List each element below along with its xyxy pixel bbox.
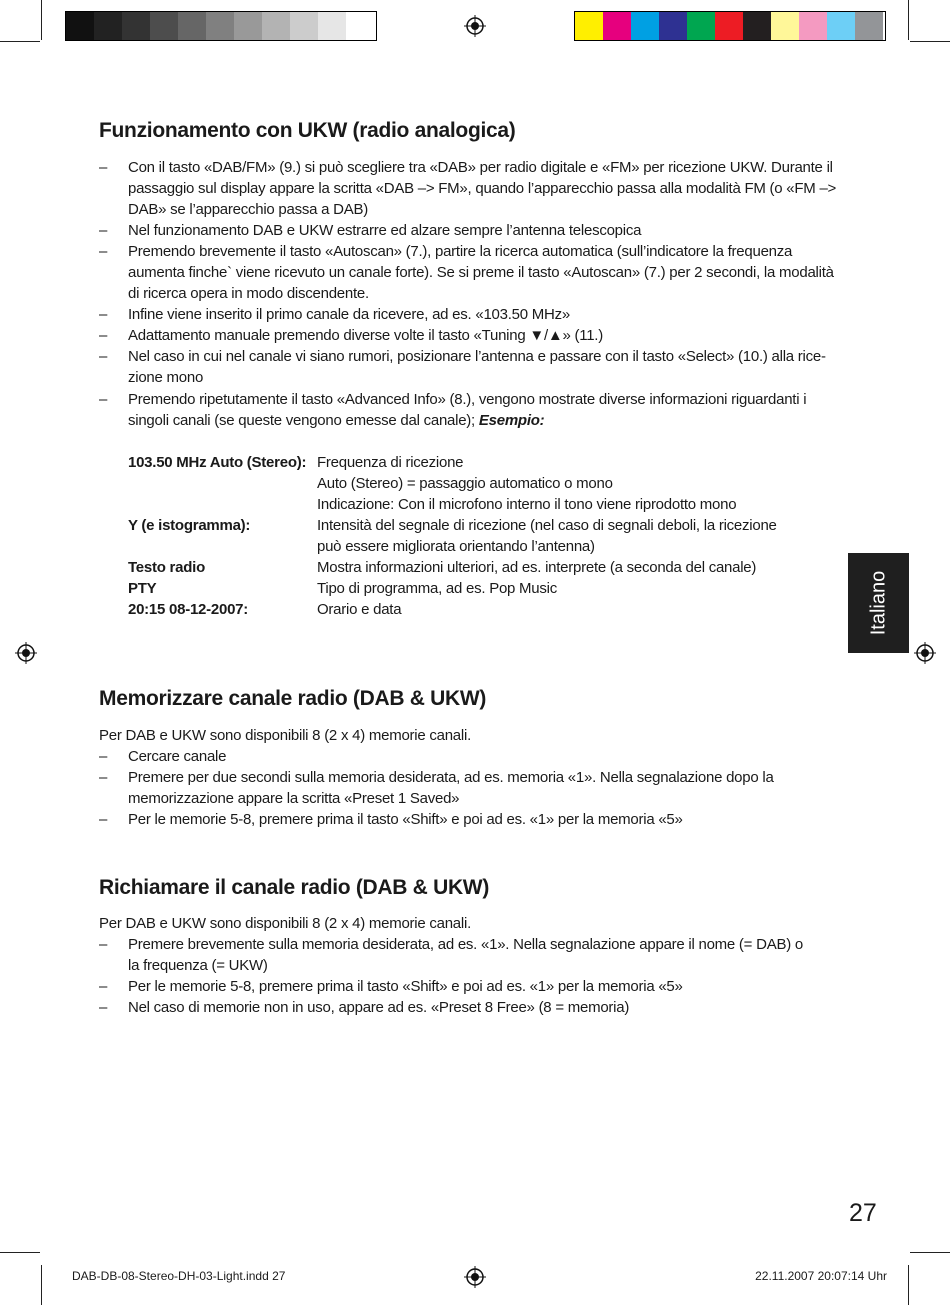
color-swatch xyxy=(631,12,659,40)
table-label: PTY xyxy=(128,580,157,597)
color-swatch xyxy=(687,12,715,40)
paragraph-line: Premere brevemente sulla memoria desiderata, ad es. «1». Nella segnalazione appare il nome (= DAB) o xyxy=(128,936,803,953)
crop-mark xyxy=(41,1265,42,1305)
paragraph-line: passaggio sul display appare la scritta «DAB –> FM», quando l’apparecchio passa alla modalità FM (o «FM –> xyxy=(128,180,837,197)
bullet-dash: – xyxy=(99,306,108,323)
table-label: Y (e istogramma): xyxy=(128,517,251,534)
crop-mark xyxy=(908,1265,909,1305)
bullet-dash: – xyxy=(99,222,108,239)
footer-file-info: DAB-DB-08-Stereo-DH-03-Light.indd 27 xyxy=(72,1269,286,1283)
paragraph-line: Per le memorie 5-8, premere prima il tasto «Shift» e poi ad es. «1» per la memoria «5» xyxy=(128,978,683,995)
crop-mark xyxy=(41,0,42,40)
color-swatch xyxy=(290,12,318,40)
paragraph-line: Premendo brevemente il tasto «Autoscan» (7.), partire la ricerca automatica (sull’indicatore la frequenza xyxy=(128,243,793,260)
color-swatch xyxy=(715,12,743,40)
color-swatch xyxy=(575,12,603,40)
color-swatch xyxy=(771,12,799,40)
table-value: Indicazione: Con il microfono interno il tono viene riprodotto mono xyxy=(317,496,737,513)
color-swatch xyxy=(206,12,234,40)
bullet-dash: – xyxy=(99,748,108,765)
paragraph-line: Cercare canale xyxy=(128,748,227,765)
bullet-dash: – xyxy=(99,936,108,953)
crop-mark xyxy=(0,1252,40,1253)
color-swatch xyxy=(827,12,855,40)
bullet-dash: – xyxy=(99,811,108,828)
paragraph-line: Per le memorie 5-8, premere prima il tasto «Shift» e poi ad es. «1» per la memoria «5» xyxy=(128,811,683,828)
paragraph-line: Infine viene inserito il primo canale da ricevere, ad es. «103.50 MHz» xyxy=(128,306,570,323)
table-value: Orario e data xyxy=(317,601,402,618)
table-value: Frequenza di ricezione xyxy=(317,454,464,471)
page-number: 27 xyxy=(849,1199,877,1227)
table-value: può essere migliorata orientando l’antenna) xyxy=(317,538,595,555)
color-swatch xyxy=(855,12,883,40)
bullet-dash: – xyxy=(99,327,108,344)
paragraph-intro: Per DAB e UKW sono disponibili 8 (2 x 4) memorie canali. xyxy=(99,915,471,932)
color-swatch xyxy=(234,12,262,40)
section-title-recall: Richiamare il canale radio (DAB & UKW) xyxy=(99,876,490,899)
paragraph-line: zione mono xyxy=(128,369,204,386)
section-title-ukw: Funzionamento con UKW (radio analogica) xyxy=(99,119,516,142)
color-swatch xyxy=(346,12,374,40)
paragraph-line: Nel funzionamento DAB e UKW estrarre ed alzare sempre l’antenna telescopica xyxy=(128,222,642,239)
color-swatch xyxy=(743,12,771,40)
color-swatch xyxy=(799,12,827,40)
language-tab xyxy=(848,553,909,653)
footer-timestamp: 22.11.2007 20:07:14 Uhr xyxy=(755,1269,887,1283)
paragraph-line: Premendo ripetutamente il tasto «Advanced Info» (8.), vengono mostrate diverse informazioni riguardanti i xyxy=(128,391,807,408)
registration-mark-icon xyxy=(464,1266,486,1288)
table-label: Testo radio xyxy=(128,559,205,576)
paragraph-line: Nel caso in cui nel canale vi siano rumori, posizionare l’antenna e passare con il tasto «Select» (10.) alla rice- xyxy=(128,348,826,365)
table-value: Auto (Stereo) = passaggio automatico o mono xyxy=(317,475,613,492)
color-swatch xyxy=(150,12,178,40)
paragraph-line: Adattamento manuale premendo diverse volte il tasto «Tuning ▼/▲» (11.) xyxy=(128,327,603,344)
crop-mark xyxy=(908,0,909,40)
registration-mark-icon xyxy=(15,642,37,664)
color-swatch xyxy=(66,12,94,40)
table-label: 103.50 MHz Auto (Stereo): xyxy=(128,454,307,471)
paragraph-intro: Per DAB e UKW sono disponibili 8 (2 x 4) memorie canali. xyxy=(99,727,471,744)
section-title-memorize: Memorizzare canale radio (DAB & UKW) xyxy=(99,687,487,710)
table-value: Tipo di programma, ad es. Pop Music xyxy=(317,580,557,597)
registration-mark-icon xyxy=(914,642,936,664)
bullet-dash: – xyxy=(99,391,108,408)
bullet-dash: – xyxy=(99,999,108,1016)
crop-mark xyxy=(910,41,950,42)
paragraph-line xyxy=(128,410,544,431)
color-swatch xyxy=(94,12,122,40)
paragraph-line: memorizzazione appare la scritta «Preset 1 Saved» xyxy=(128,790,460,807)
bullet-dash: – xyxy=(99,348,108,365)
paragraph-line: aumenta finche` viene ricevuto un canale forte). Se si preme il tasto «Autoscan» (7.) per 2 secondi, la modalità xyxy=(128,264,834,281)
color-swatch xyxy=(659,12,687,40)
bullet-dash: – xyxy=(99,769,108,786)
registration-mark-icon xyxy=(464,15,486,37)
paragraph-line: la frequenza (= UKW) xyxy=(128,957,268,974)
bullet-dash: – xyxy=(99,978,108,995)
example-label: Esempio: xyxy=(478,412,545,429)
paragraph-line: DAB» se l’apparecchio passa a DAB) xyxy=(128,201,368,218)
crop-mark xyxy=(910,1252,950,1253)
paragraph-text: singoli canali (se queste vengono emesse dal canale); xyxy=(128,412,475,429)
paragraph-line: di ricerca opera in modo discendente. xyxy=(128,285,369,302)
language-tab-label: Italiano xyxy=(867,570,889,636)
table-value: Mostra informazioni ulteriori, ad es. interprete (a seconda del canale) xyxy=(317,559,757,576)
bullet-dash: – xyxy=(99,159,108,176)
paragraph-line: Con il tasto «DAB/FM» (9.) si può scegliere tra «DAB» per radio digitale e «FM» per ricezione UKW. Durante il xyxy=(128,159,833,176)
color-swatch xyxy=(178,12,206,40)
color-swatch xyxy=(262,12,290,40)
color-swatch xyxy=(318,12,346,40)
table-label: 20:15 08-12-2007: xyxy=(128,601,249,618)
color-swatch xyxy=(603,12,631,40)
paragraph-line: Premere per due secondi sulla memoria desiderata, ad es. memoria «1». Nella segnalazione dopo la xyxy=(128,769,774,786)
bullet-dash: – xyxy=(99,243,108,260)
paragraph-line: Nel caso di memorie non in uso, appare ad es. «Preset 8 Free» (8 = memoria) xyxy=(128,999,630,1016)
color-swatch xyxy=(122,12,150,40)
table-value: Intensità del segnale di ricezione (nel caso di segnali deboli, la ricezione xyxy=(317,517,777,534)
crop-mark xyxy=(0,41,40,42)
